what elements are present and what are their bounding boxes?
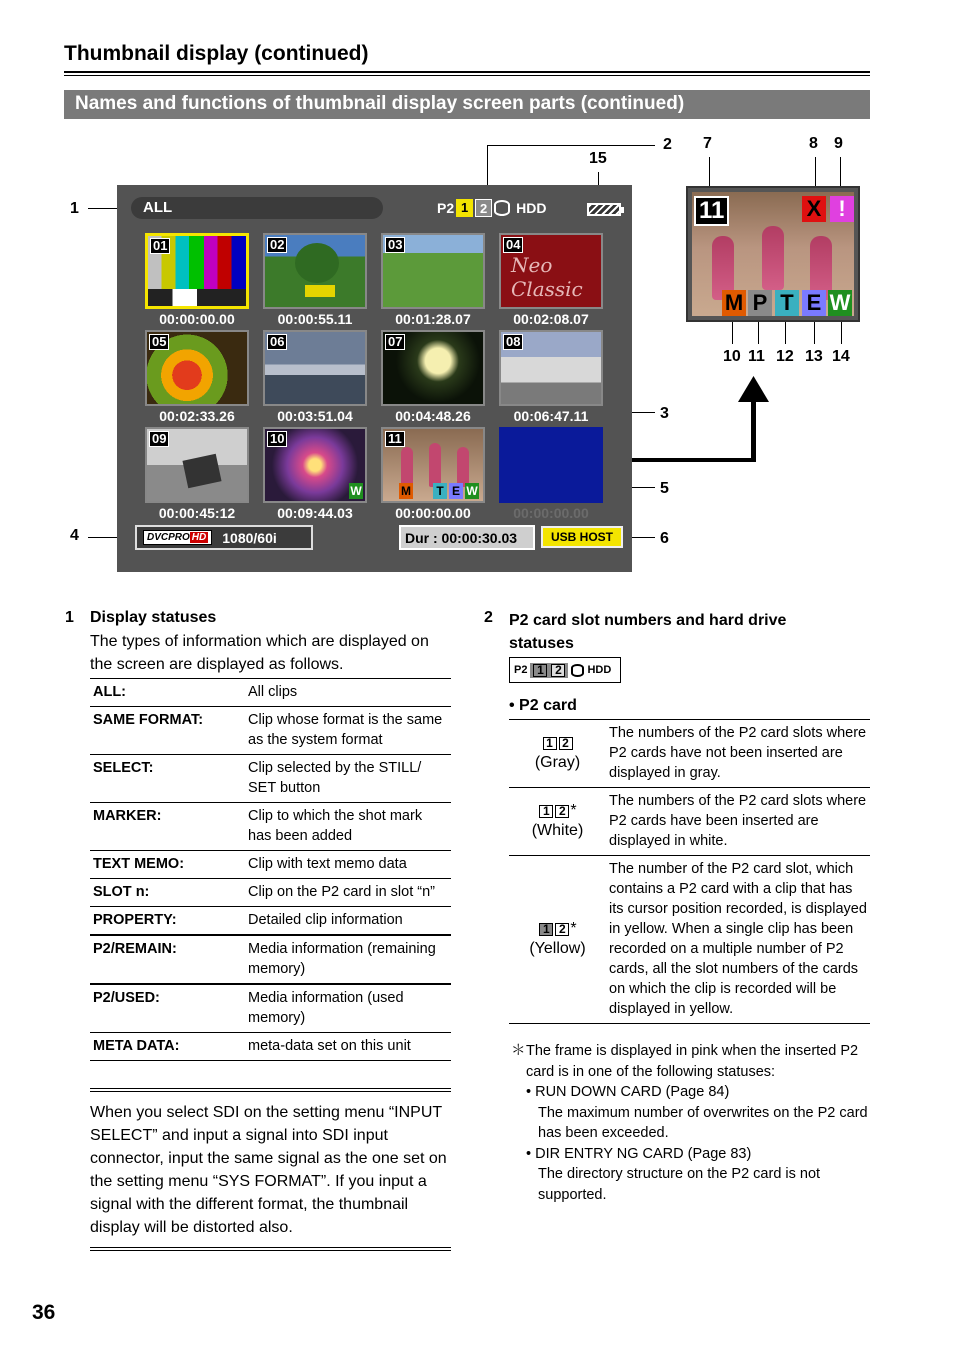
callout-4: 4 [70,527,79,544]
callout-1: 1 [70,200,79,217]
format-text: 1080/60i [222,529,277,546]
bullet-title: • DIR ENTRY NG CARD (Page 83) [526,1145,752,1162]
timecode: 00:06:47.11 [513,408,589,424]
callout-9: 9 [834,135,843,152]
thumbnail-05[interactable] [145,330,249,406]
table-row: META DATA: meta-data set on this unit [90,1033,451,1061]
indicator-e: E [802,290,826,316]
callout-13: 13 [805,348,823,365]
timecode: 00:00:00.00 [395,505,471,521]
indicator-w: W [829,290,851,315]
thumbnail-11[interactable] [381,427,485,503]
indicator-w: W [350,484,362,498]
callout-14: 14 [832,348,850,365]
indicator-t: T [433,483,447,499]
table-row: TEXT MEMO: Clip with text memo data [90,851,451,879]
bullet-title: • RUN DOWN CARD (Page 84) [526,1084,730,1100]
timecode: 00:00:00.00 [513,505,589,521]
timecode: 00:00:00.00 [159,311,235,327]
clip-number: 11 [385,431,405,447]
section1-intro: The types of information which are displayed on the screen are displayed as follows. [90,633,429,673]
section-heading: Names and functions of thumbnail display screen parts (continued) [64,90,870,119]
note-rule-top2 [90,1091,451,1092]
p2-card-heading: • P2 card [509,697,577,714]
hdd-icon [571,664,584,677]
hdd-label: HDD [516,200,547,216]
sdi-note: When you select SDI on the setting menu “INPUT SELECT” and input a signal into SDI input connector, input the same signal as the one set on the setting menu “SYS FORMAT”. If you input a signal with the different format, the thumbnail display will be distorted also. [90,1104,447,1236]
footnote-mark: ＊ [511,1043,526,1059]
callout-3: 3 [660,405,669,422]
table-row: P2/REMAIN: Media information (remaining memory) [90,935,451,984]
callout-5: 5 [660,480,669,497]
slot-2: 2 [475,199,492,217]
table-row: SLOT n: Clip on the P2 card in slot “n” [90,879,451,907]
dvcpro-hd-logo: DVCPRO HD [143,530,212,545]
indicator-m: M [401,484,411,498]
thumbnail-08[interactable] [499,330,603,406]
clip-number: 02 [267,237,287,253]
duration-display: Dur : 00:00:30.03 [399,525,535,550]
timecode: 00:01:28.07 [395,311,471,327]
indicator-p: P [748,290,772,316]
thumbnail-01[interactable] [145,233,249,309]
clip-number: 09 [149,431,169,447]
title-rule-thin [64,75,870,76]
table-row: P2/USED: Media information (used memory) [90,984,451,1033]
page-number: 36 [32,1301,56,1324]
format-display [135,525,313,550]
slot-1: 1 [456,199,473,217]
indicator-exclamation: ! [830,196,854,222]
timecode: 00:04:48.26 [395,408,471,424]
slot-status [437,197,546,219]
callout-line-2 [487,145,655,146]
title-rule [64,71,870,73]
footnote-text: The frame is displayed in pink when the inserted P2 card is in one of the following statuses: [526,1043,859,1080]
battery-icon [587,203,621,216]
callout-12: 12 [776,348,794,365]
timecode: 00:02:08.07 [513,311,589,327]
note-rule-bottom [90,1247,451,1248]
thumbnail-06[interactable] [263,330,367,406]
table-row: 1 2 (Gray) The numbers of the P2 card slots where P2 cards have not been inserted are displayed in gray. [509,720,870,788]
clip-number: 07 [385,334,405,350]
indicator-e: E [449,483,463,499]
clip-number: 04 [503,237,523,253]
indicator-t: T [775,290,799,316]
clip-number: 05 [149,334,169,350]
callout-11: 11 [748,348,765,365]
page-title: Thumbnail display (continued) [64,42,369,65]
p2-card-table [509,719,870,1024]
clip-number: 01 [150,238,170,254]
callout-8: 8 [809,135,818,152]
section2-heading: P2 card slot numbers and hard drive statuses [509,612,787,652]
table-row: 1 2 * (White) The numbers of the P2 card slots where P2 cards have been inserted are displayed in white. [509,788,870,856]
usb-host-indicator: USB HOST [541,526,623,548]
indicator-m: M [722,290,746,316]
indicator-x: X [802,196,826,222]
callout-6: 6 [660,530,669,547]
hdd-icon [494,200,510,216]
big-clip-number: 11 [694,196,729,226]
table-row: SELECT: Clip selected by the STILL/ SET button [90,755,451,803]
bullet-text: The maximum number of overwrites on the P2 card has been exceeded. [538,1104,868,1141]
section1-number: 1 [65,609,74,626]
thumbnail-12[interactable] [499,427,603,503]
thumbnail-07[interactable] [381,330,485,406]
table-row: MARKER: Clip to which the shot mark has been added [90,803,451,851]
section1-heading: Display statuses [90,609,217,626]
table-row: SAME FORMAT: Clip whose format is the same as the system format [90,707,451,755]
timecode: 00:00:55.11 [277,311,353,327]
table-row: 1 2 * (Yellow) The number of the P2 card slot, which contains a P2 card with a clip that has its cursor position recorded, is displayed in yellow. When a single clip has been recorded on a multiple number of P2 cards, all the slot numbers of the cards on which the clip is recorded will be displayed in yellow. [509,856,870,1024]
note-rule-bottom2 [90,1250,451,1251]
timecode: 00:09:44.03 [277,505,353,521]
callout-15: 15 [589,150,607,167]
clip-number: 08 [503,334,523,350]
enlarged-thumbnail [686,186,860,322]
arrow-up-icon [738,376,769,402]
clip-number: 06 [267,334,287,350]
thumbnail-10[interactable] [263,427,367,503]
timecode: 00:00:45:12 [158,505,236,521]
thumbnail-03[interactable] [381,233,485,309]
table-row: ALL: All clips [90,679,451,707]
timecode: 00:03:51.04 [277,408,353,424]
thumbnail-screen [117,185,632,572]
section2-number: 2 [484,609,493,626]
note-rule-top [90,1088,451,1089]
arrow-vertical [751,398,756,462]
indicator-w: W [466,484,478,498]
callout-2: 2 [663,136,672,153]
thumbnail-09[interactable] [145,427,249,503]
callout-10: 10 [723,348,741,365]
p2-label: P2 [437,200,455,216]
display-status: ALL [131,197,383,219]
thumbnail-04[interactable] [499,233,603,309]
footnote-block [511,1041,873,1205]
bullet-text: The directory structure on the P2 card is not supported. [538,1166,821,1203]
p2-slot-indicator: P2 1 2 HDD [509,657,621,683]
clip-number: 03 [385,237,405,253]
display-status-table [90,678,451,1061]
clip-number: 10 [267,431,287,447]
timecode: 00:02:33.26 [159,408,235,424]
table-row: PROPERTY: Detailed clip information [90,907,451,936]
thumbnail-04-text: Neo Classic [511,253,583,301]
callout-7: 7 [703,135,712,152]
thumbnail-02[interactable] [263,233,367,309]
